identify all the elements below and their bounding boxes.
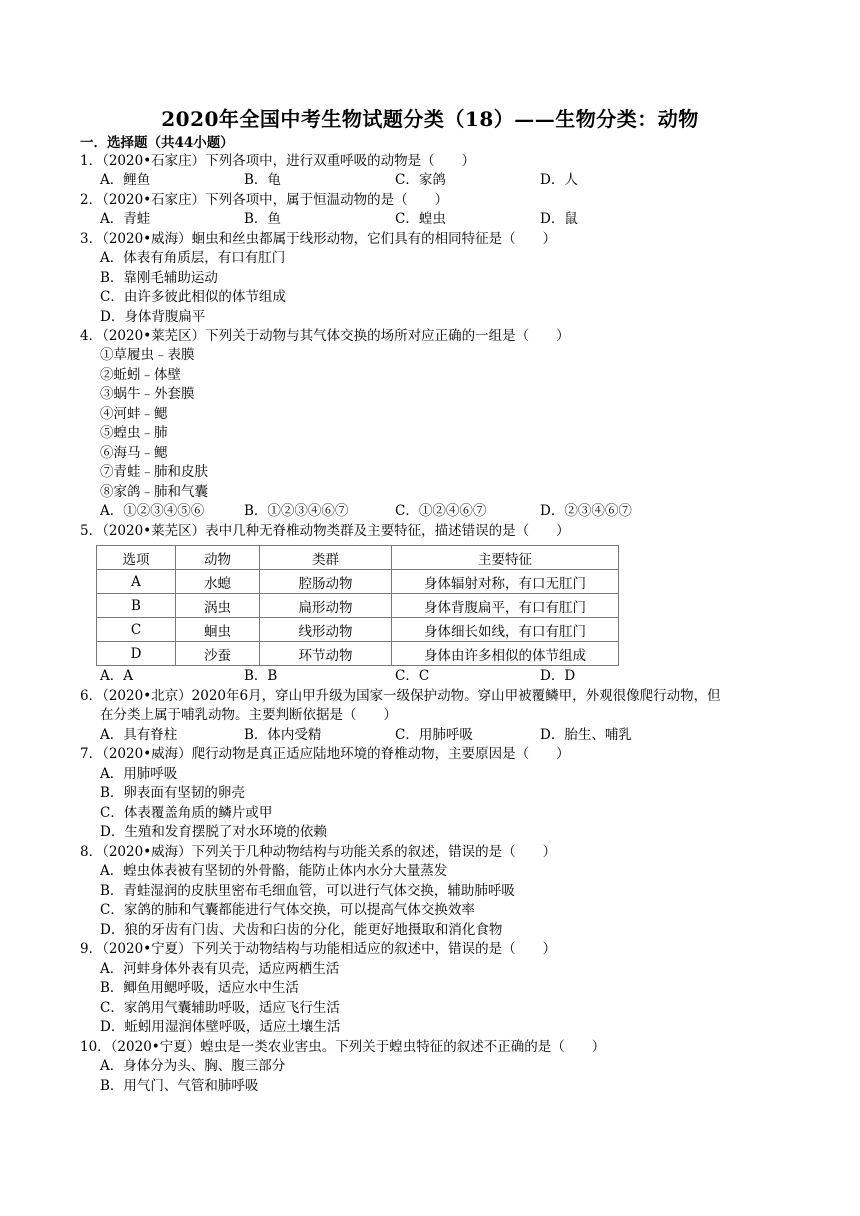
question-6-option-a: A．具有脊柱 <box>100 727 178 743</box>
table-header-row <box>97 546 619 570</box>
question-6-option-b: B．体内受精 <box>244 727 322 743</box>
table-header-cell: 选项 <box>97 546 176 570</box>
table-header-cell: 动物 <box>176 546 260 570</box>
question-2-option-a: A．青蛙 <box>100 211 151 227</box>
table-cell: 身体细长如线，有口有肛门 <box>392 618 619 642</box>
question-8-option-c: C．家鸽的肺和气囊都能进行气体交换，可以提高气体交换效率 <box>100 902 475 918</box>
question-10-option-b: B．用气门、气管和肺呼吸 <box>100 1078 259 1094</box>
question-9-option-c: C．家鸽用气囊辅助呼吸，适应飞行生活 <box>100 1000 340 1016</box>
question-4-option-a: A．①②③④⑤⑥ <box>100 503 205 519</box>
question-4-item: ③蜗牛﹣外套膜 <box>100 386 195 402</box>
feature-table <box>96 545 619 666</box>
table-cell: 身体辐射对称，有口无肛门 <box>392 570 619 594</box>
table-cell: 水螅 <box>176 570 260 594</box>
question-4-item: ⑧家鸽﹣肺和气囊 <box>100 484 208 500</box>
question-9-option-d: D．蚯蚓用湿润体壁呼吸，适应土壤生活 <box>100 1019 341 1035</box>
question-7-stem: 7．（2020•威海）爬行动物是真正适应陆地环境的脊椎动物，主要原因是（ ） <box>80 746 570 762</box>
question-10-option-a: A．身体分为头、胸、腹三部分 <box>100 1058 286 1074</box>
question-2-option-d: D．鼠 <box>540 211 578 227</box>
question-4-item: ①草履虫﹣表膜 <box>100 347 195 363</box>
question-7-option-c: C．体表覆盖角质的鳞片或甲 <box>100 805 273 821</box>
question-8-option-d: D．狼的牙齿有门齿、犬齿和臼齿的分化，能更好地摄取和消化食物 <box>100 922 503 938</box>
table-row <box>97 570 619 594</box>
table-cell: 线形动物 <box>260 618 392 642</box>
question-3-option-a: A．体表有角质层，有口有肛门 <box>100 250 286 266</box>
section-heading: 一．选择题（共44小题） <box>80 135 234 151</box>
table-cell: C <box>97 618 176 642</box>
page-title: 2020年全国中考生物试题分类（18）——生物分类：动物 <box>161 107 699 131</box>
table-cell: 环节动物 <box>260 642 392 666</box>
question-7-option-a: A．用肺呼吸 <box>100 766 178 782</box>
question-3-option-b: B．靠刚毛辅助运动 <box>100 270 218 286</box>
question-3-option-c: C．由许多彼此相似的体节组成 <box>100 289 286 305</box>
question-5-option-c: C．C <box>395 668 430 684</box>
table-cell: 涡虫 <box>176 594 260 618</box>
question-9-option-a: A．河蚌身体外表有贝壳，适应两栖生活 <box>100 961 340 977</box>
question-10-stem: 10．（2020•宁夏）蝗虫是一类农业害虫。下列关于蝗虫特征的叙述不正确的是（ ） <box>80 1039 606 1055</box>
question-9-option-b: B．鲫鱼用鳃呼吸，适应水中生活 <box>100 980 299 996</box>
table-cell: 扁形动物 <box>260 594 392 618</box>
question-4-item: ④河蚌﹣鳃 <box>100 406 168 422</box>
question-4-item: ②蚯蚓﹣体壁 <box>100 367 181 383</box>
question-1-option-a: A．鲤鱼 <box>100 172 151 188</box>
question-1-option-b: B．龟 <box>244 172 281 188</box>
table-row <box>97 594 619 618</box>
table-header-cell: 主要特征 <box>392 546 619 570</box>
question-4-option-b: B．①②③④⑥⑦ <box>244 503 349 519</box>
question-1-stem: 1．（2020•石家庄）下列各项中，进行双重呼吸的动物是（ ） <box>80 153 476 169</box>
question-3-stem: 3．（2020•威海）蛔虫和丝虫都属于线形动物，它们具有的相同特征是（ ） <box>80 231 557 247</box>
question-4-item: ⑤蝗虫﹣肺 <box>100 425 168 441</box>
question-5-option-b: B．B <box>244 668 278 684</box>
question-5-option-a: A．A <box>100 668 133 684</box>
question-4-option-d: D．②③④⑥⑦ <box>540 503 632 519</box>
table-cell: 沙蚕 <box>176 642 260 666</box>
table-header-cell: 类群 <box>260 546 392 570</box>
table-cell: D <box>97 642 176 666</box>
question-6-option-d: D．胎生、哺乳 <box>540 727 632 743</box>
question-3-option-d: D．身体背腹扁平 <box>100 309 206 325</box>
question-4-option-c: C．①②④⑥⑦ <box>395 503 487 519</box>
question-1-option-d: D．人 <box>540 172 578 188</box>
question-1-option-c: C．家鸽 <box>395 172 446 188</box>
table-row <box>97 642 619 666</box>
question-2-stem: 2．（2020•石家庄）下列各项中，属于恒温动物的是（ ） <box>80 192 449 208</box>
question-7-option-d: D．生殖和发育摆脱了对水环境的依赖 <box>100 824 327 840</box>
question-6-option-c: C．用肺呼吸 <box>395 727 473 743</box>
question-5-stem: 5．（2020•莱芜区）表中几种无脊椎动物类群及主要特征，描述错误的是（ ） <box>80 523 570 539</box>
table-cell: B <box>97 594 176 618</box>
question-2-option-b: B．鱼 <box>244 211 281 227</box>
question-5-option-d: D．D <box>540 668 576 684</box>
question-6-stem-continued: 在分类上属于哺乳动物。主要判断依据是（ ） <box>100 707 397 723</box>
question-4-item: ⑥海马﹣鳃 <box>100 445 168 461</box>
question-7-option-b: B．卵表面有坚韧的卵壳 <box>100 785 245 801</box>
question-4-stem: 4．（2020•莱芜区）下列关于动物与其气体交换的场所对应正确的一组是（ ） <box>80 328 570 344</box>
question-2-option-c: C．蝗虫 <box>395 211 446 227</box>
table-cell: 腔肠动物 <box>260 570 392 594</box>
table-cell: 蛔虫 <box>176 618 260 642</box>
question-6-stem: 6．（2020•北京）2020年6月，穿山甲升级为国家一级保护动物。穿山甲被覆鳞甲，外观很像爬行动物，但 <box>80 688 721 704</box>
question-9-stem: 9．（2020•宁夏）下列关于动物结构与功能相适应的叙述中，错误的是（ ） <box>80 941 557 957</box>
question-4-item: ⑦青蛙﹣肺和皮肤 <box>100 464 208 480</box>
table-cell: 身体由许多相似的体节组成 <box>392 642 619 666</box>
question-8-option-b: B．青蛙湿润的皮肤里密布毛细血管，可以进行气体交换，辅助肺呼吸 <box>100 883 515 899</box>
question-8-stem: 8．（2020•威海）下列关于几种动物结构与功能关系的叙述，错误的是（ ） <box>80 844 557 860</box>
table-row <box>97 618 619 642</box>
table-cell: A <box>97 570 176 594</box>
table-cell: 身体背腹扁平，有口有肛门 <box>392 594 619 618</box>
question-8-option-a: A．蝗虫体表被有坚韧的外骨骼，能防止体内水分大量蒸发 <box>100 863 448 879</box>
